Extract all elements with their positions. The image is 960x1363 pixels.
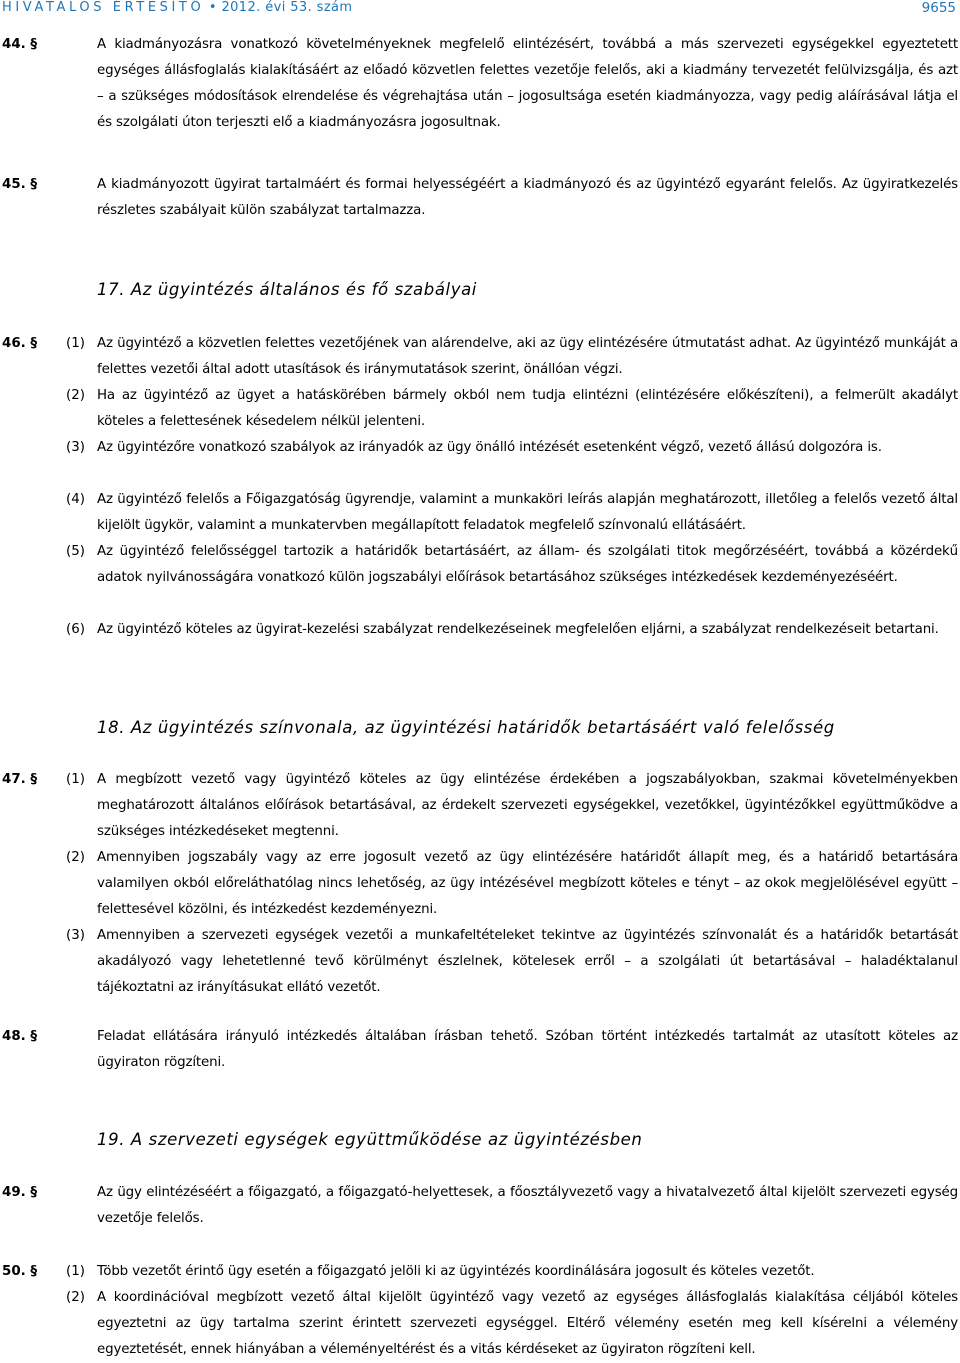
paragraph-text: Amennyiben a szervezeti egységek vezetői a munkafeltételeket tekintve az ügyintézés színvonalát és a határidők betartását akadályozó vagy lehetetlenné tevő körülményt észlelnek, kötelesek erről – a szolgálati út betartásával – haladéktalanul tájékoztatni az irányításukat ellátó vezetőt. [97, 928, 958, 995]
section-number: 50. § [2, 1264, 38, 1279]
section-number: 48. § [2, 1029, 38, 1044]
paragraph-text: Az ügyintéző köteles az ügyirat-kezelési szabályzat rendelkezéseinek megfelelően eljárni, a szabályzat rendelkezéseit betartani. [97, 622, 939, 637]
paragraph-number: (3) [66, 440, 85, 455]
paragraph-number: (1) [66, 336, 85, 351]
section-text: Az ügy elintézéséért a főigazgató, a főigazgató-helyettesek, a főosztályvezető vagy a hivatalvezető által kijelölt szervezeti egység vezetője felelős. [97, 1185, 958, 1226]
paragraph-number: (1) [66, 772, 85, 787]
section-number: 46. § [2, 336, 38, 351]
section-heading-19: 19. A szervezeti egységek együttműködése az ügyintézésben [97, 1130, 643, 1149]
paragraph-text: A koordinációval megbízott vezető által kijelölt ügyintéző vagy vezető az egységes állásfoglalás kialakítása céljából köteles egyeztetni az ügy tartalma szerint érintett szervezeti egységgel. Eltérő vélemény esetén meg kell kísérelni a vélemény egyeztetését, ennek hiányában a véleményeltérést és a vitás kérdéseket az ügyiraton rögzíteni kell. [97, 1290, 958, 1357]
paragraph-number: (3) [66, 928, 85, 943]
paragraph-number: (5) [66, 544, 85, 559]
paragraph-text: A megbízott vezető vagy ügyintéző köteles az ügy elintézése érdekében a jogszabályokban, szakmai követelményekben meghatározott általános előírások betartásával, az érdekelt szervezeti egységekkel, vezetőkkel, ügyintézőkkel együttműködve a szükséges intézkedéseket megtenni. [97, 772, 958, 839]
header-separator-icon: • [208, 0, 217, 15]
paragraph-text: Az ügyintéző felelősséggel tartozik a határidők betartásáért, az állam- és szolgálati titok megőrzéséért, továbbá a közérdekű adatok nyilvánosságára vonatkozó külön jogszabályi előírások betartásához szükséges intézkedések kezdeményezéséért. [97, 544, 958, 585]
paragraph-number: (6) [66, 622, 85, 637]
page-number: 9655 [921, 0, 956, 16]
section-number: 47. § [2, 772, 38, 787]
section-number: 49. § [2, 1185, 38, 1200]
paragraph-number: (1) [66, 1264, 85, 1279]
section-number: 44. § [2, 37, 38, 52]
paragraph-number: (4) [66, 492, 85, 507]
issue-label: 2012. évi 53. szám [221, 0, 353, 15]
paragraph-number: (2) [66, 1290, 85, 1305]
paragraph-text: Az ügyintézőre vonatkozó szabályok az irányadók az ügy önálló intézését esetenként végző, vezető állású dolgozóra is. [97, 440, 882, 455]
section-text: Feladat ellátására irányuló intézkedés általában írásban tehető. Szóban történt intézkedés tartalmát az utasított köteles az ügyiraton rögzíteni. [97, 1029, 958, 1070]
paragraph-number: (2) [66, 850, 85, 865]
section-number: 45. § [2, 177, 38, 192]
journal-title: HIVATALOS ÉRTESÍTŐ [2, 0, 205, 15]
section-heading-18: 18. Az ügyintézés színvonala, az ügyintézési határidők betartásáért való felelősség [97, 718, 835, 737]
paragraph-text: Amennyiben jogszabály vagy az erre jogosult vezető az ügy elintézésére határidőt állapít meg, és a határidő betartására valamilyen okból előreláthatólag nincs lehetőség, az ügy intézésével megbízott köteles e tényt – az okok megjelölésével együtt – felettesével közölni, és intézkedést kezdeményezni. [97, 850, 958, 917]
paragraph-number: (2) [66, 388, 85, 403]
paragraph-text: Ha az ügyintéző az ügyet a hatáskörében bármely okból nem tudja elintézni (elintézésére előkészíteni), a felmerült akadályt köteles a felettesének késedelem nélkül jelenteni. [97, 388, 958, 429]
paragraph-text: Több vezetőt érintő ügy esetén a főigazgató jelöli ki az ügyintézés koordinálására jogosult és köteles vezetőt. [97, 1264, 815, 1279]
paragraph-text: Az ügyintéző felelős a Főigazgatóság ügyrendje, valamint a munkaköri leírás alapján meghatározott, illetőleg a felelős vezető által kijelölt ügykör, valamint a munkatervben megállapított feladatok megfelelő színvonalú ellátásáért. [97, 492, 958, 533]
page-header [0, 0, 960, 22]
section-text: A kiadmányozott ügyirat tartalmáért és formai helyességéért a kiadmányozó és az ügyintéző egyaránt felelős. Az ügyiratkezelés részletes szabályait külön szabályzat tartalmazza. [97, 177, 958, 218]
section-heading-17: 17. Az ügyintézés általános és fő szabályai [97, 280, 477, 299]
paragraph-text: Az ügyintéző a közvetlen felettes vezetőjének van alárendelve, aki az ügy elintézésére útmutatást adhat. Az ügyintéző munkáját a felettes vezetői által adott utasítások és iránymutatások szerint, önállóan végzi. [97, 336, 958, 377]
running-header [2, 0, 353, 15]
section-text: A kiadmányozásra vonatkozó követelményeknek megfelelő elintézésért, továbbá a más szervezeti egységekkel egyeztetett egységes állásfoglalás kialakításáért az előadó közvetlen felettes vezetője felelős, aki a kiadmány tervezetét felülvizsgálja, és azt – a szükséges módosítások elrendelése és végrehajtása után – jogosultsága esetén kiadmányozza, vagy pedig aláírásával látja el és szolgálati úton terjeszti elő a kiadmányozásra jogosultnak. [97, 37, 958, 130]
